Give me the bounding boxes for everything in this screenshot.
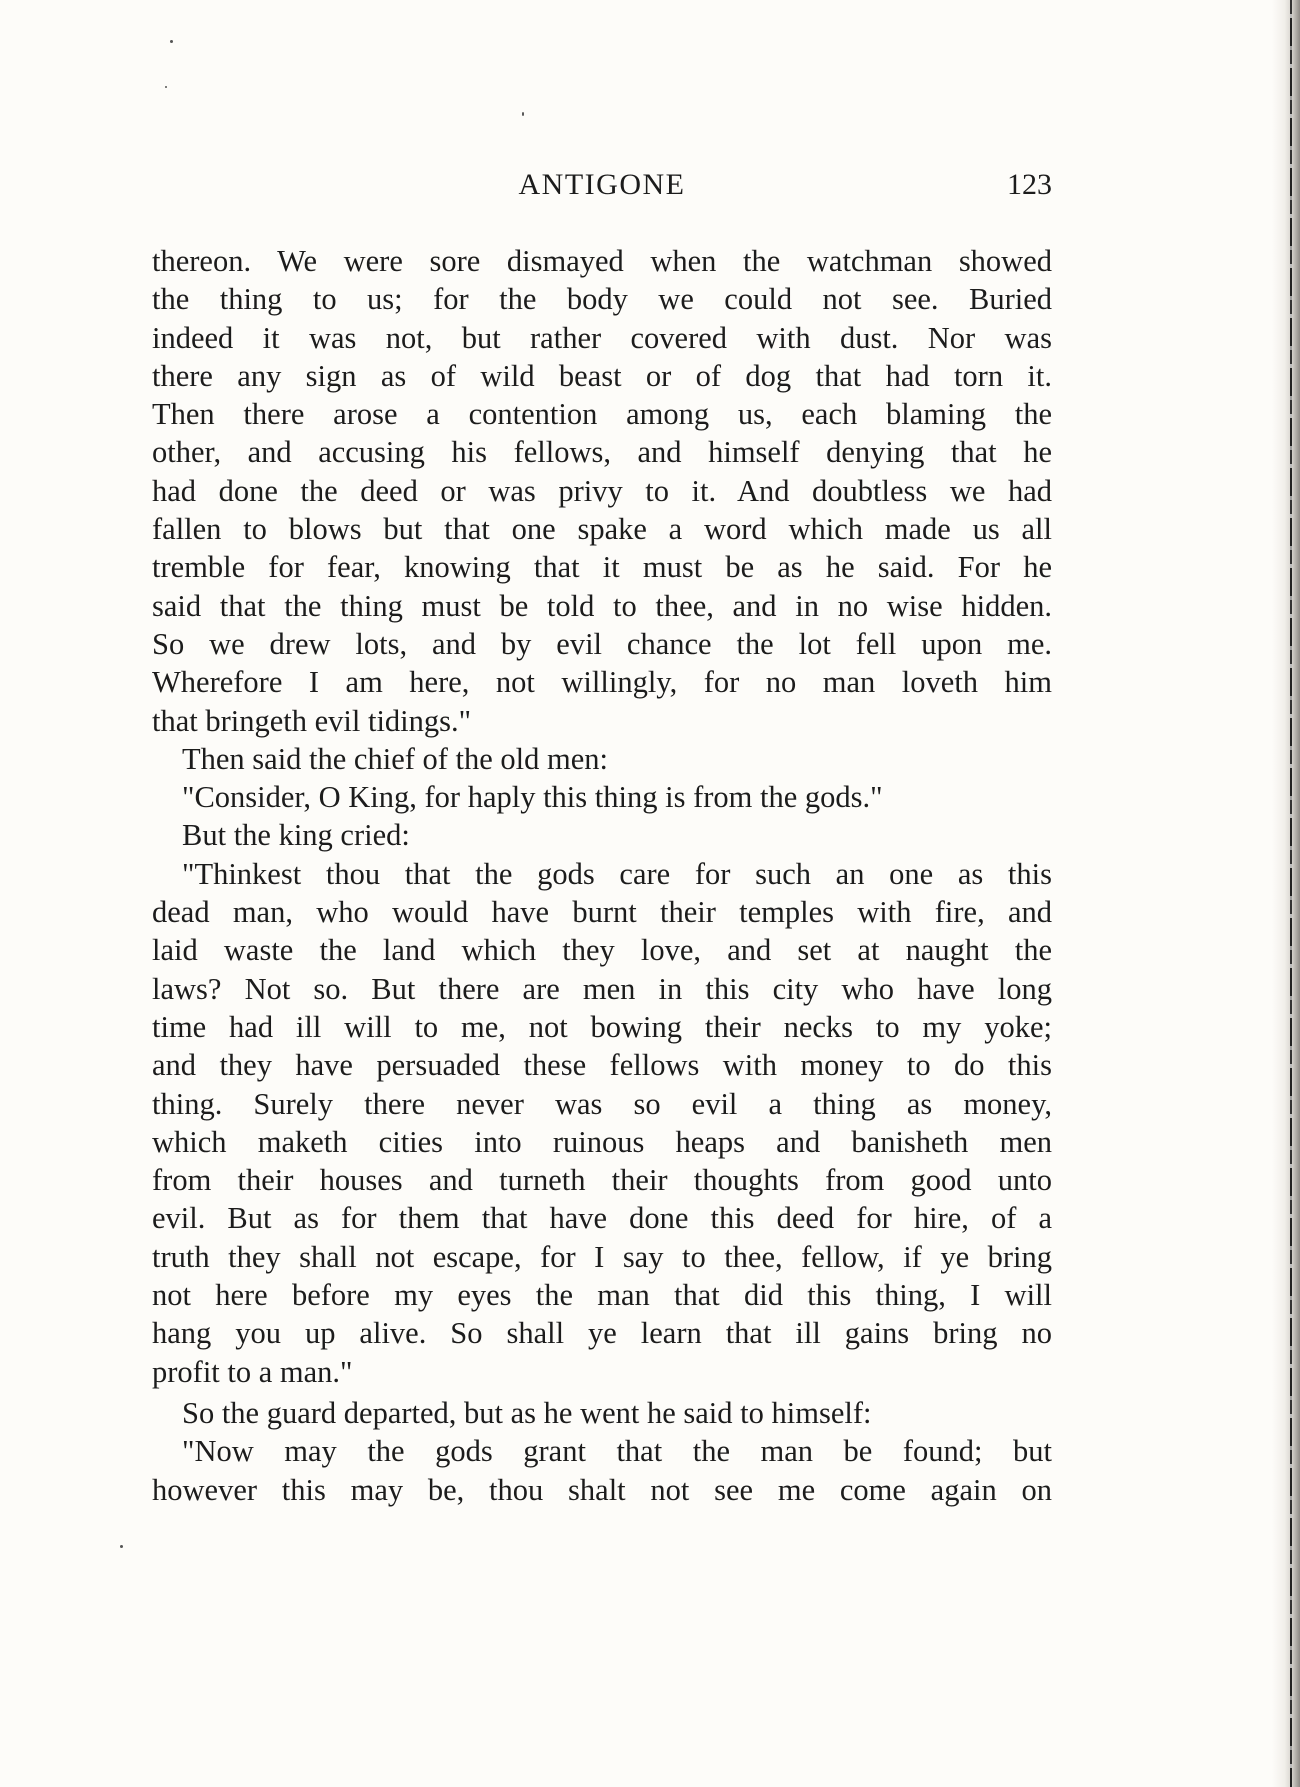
text-line: fallen to blows but that one spake a word which made us all (152, 512, 1052, 547)
text-line: laid waste the land which they love, and set at naught the (152, 933, 1052, 968)
text-line: "Thinkest thou that the gods care for such an one as this (182, 856, 1052, 891)
text-line: thereon. We were sore dismayed when the watchman showed (152, 244, 1052, 278)
text-line: tremble for fear, knowing that it must be as he said. For he (152, 550, 1052, 585)
text-line: there any sign as of wild beast or of dog that had torn it. (152, 358, 1052, 393)
text-line: the thing to us; for the body we could not see. Buried (152, 282, 1052, 317)
text-line: that bringeth evil tidings." (152, 703, 472, 738)
speck (120, 1545, 123, 1548)
speck (170, 40, 173, 43)
page-header (152, 168, 1052, 208)
text-line: evil. But as for them that have done this deed for hire, of a (152, 1201, 1052, 1236)
body-text (152, 242, 1052, 1509)
text-line: time had ill will to me, not bowing their necks to my yoke; (152, 1009, 1052, 1044)
text-line: "Now may the gods grant that the man be found; but (182, 1434, 1052, 1469)
text-line: and they have persuaded these fellows with money to do this (152, 1048, 1052, 1083)
text-line: indeed it was not, but rather covered with dust. Nor was (152, 320, 1052, 355)
text-line: truth they shall not escape, for I say to thee, fellow, if ye bring (152, 1239, 1052, 1274)
text-line: But the king cried: (182, 818, 410, 853)
text-line: thing. Surely there never was so evil a thing as money, (152, 1086, 1052, 1121)
text-line: from their houses and turneth their thoughts from good unto (152, 1163, 1052, 1198)
text-line: other, and accusing his fellows, and himself denying that he (152, 435, 1052, 470)
text-line: dead man, who would have burnt their temples with fire, and (152, 895, 1052, 930)
text-line: Then said the chief of the old men: (182, 741, 609, 776)
text-line: So we drew lots, and by evil chance the lot fell upon me. (152, 626, 1052, 661)
page-number: 123 (1007, 168, 1052, 201)
scan-edge-line (1290, 0, 1292, 1787)
text-line: "Consider, O King, for haply this thing is from the gods." (182, 780, 883, 815)
text-line: Then there arose a contention among us, each blaming the (152, 397, 1052, 432)
text-line: however this may be, thou shalt not see me come again on (152, 1472, 1052, 1507)
text-line: Wherefore I am here, not willingly, for no man loveth him (152, 665, 1052, 700)
text-line: said that the thing must be told to thee, and in no wise hidden. (152, 588, 1052, 623)
text-line: hang you up alive. So shall ye learn that ill gains bring no (152, 1316, 1052, 1351)
text-line: laws? Not so. But there are men in this city who have long (152, 971, 1052, 1006)
text-line: not here before my eyes the man that did this thing, I will (152, 1278, 1052, 1313)
speck (522, 112, 524, 116)
scan-edge-shadow (1272, 0, 1300, 1787)
text-line: which maketh cities into ruinous heaps and banisheth men (152, 1124, 1052, 1159)
text-line: had done the deed or was privy to it. And doubtless we had (152, 473, 1052, 508)
running-title: ANTIGONE (518, 168, 686, 201)
text-line: profit to a man." (152, 1354, 353, 1389)
speck (165, 86, 167, 88)
text-line: So the guard departed, but as he went he said to himself: (182, 1395, 872, 1430)
